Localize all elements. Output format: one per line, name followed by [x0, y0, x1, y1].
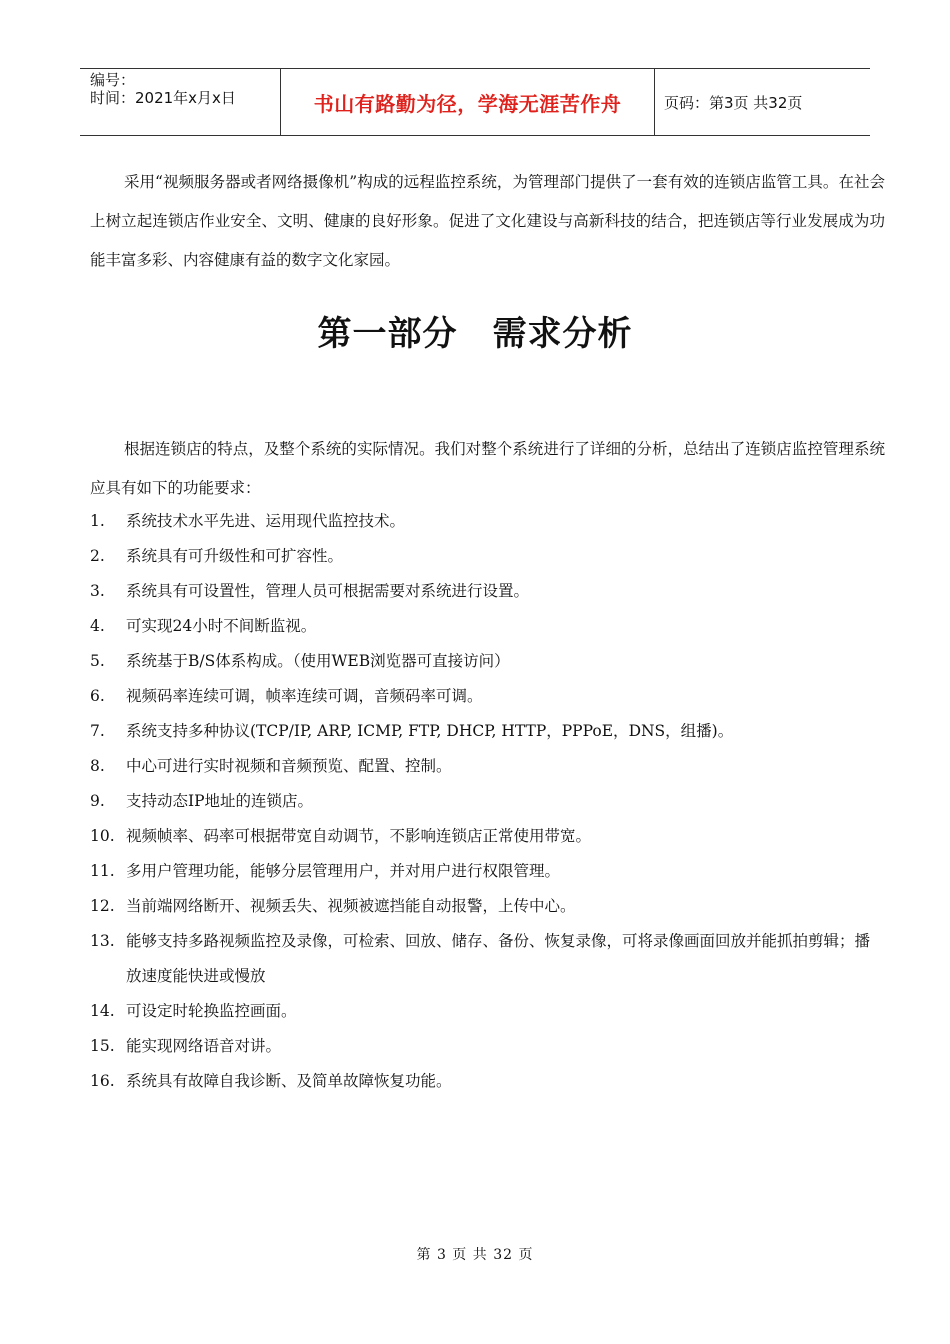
header-meta — [80, 69, 281, 135]
list-item-number: 8. — [90, 757, 105, 775]
document-date: 时间：2021年x月x日 — [90, 89, 236, 107]
list-item — [90, 889, 880, 924]
list-item-number: 10. — [90, 827, 115, 845]
list-item-text: 系统具有故障自我诊断、及简单故障恢复功能。 — [126, 1072, 452, 1090]
analysis-paragraph: 根据连锁店的特点，及整个系统的实际情况。我们对整个系统进行了详细的分析，总结出了连锁店监控管理系统应具有如下的功能要求： — [90, 440, 885, 497]
list-item-number: 11. — [90, 862, 115, 880]
page-footer: 第 3 页 共 32 页 — [416, 1247, 534, 1263]
intro-paragraph: 采用“视频服务器或者网络摄像机”构成的远程监控系统，为管理部门提供了一套有效的连锁店监管工具。在社会上树立起连锁店作业安全、文明、健康的良好形象。促进了文化建设与高新科技的结合，把连锁店等行业发展成为功能丰富多彩、内容健康有益的数字文化家园。 — [90, 173, 885, 269]
list-item — [90, 1029, 880, 1064]
list-item — [90, 609, 880, 644]
list-item — [90, 784, 880, 819]
section-title: 第一部分 需求分析 — [317, 314, 633, 354]
list-item-text: 视频码率连续可调，帧率连续可调，音频码率可调。 — [126, 687, 483, 705]
list-item-text: 视频帧率、码率可根据带宽自动调节，不影响连锁店正常使用带宽。 — [126, 827, 592, 845]
list-item-text: 系统技术水平先进、运用现代监控技术。 — [126, 512, 406, 530]
requirements-list — [90, 504, 880, 1099]
list-item-number: 6. — [90, 687, 105, 705]
list-item — [90, 924, 880, 994]
list-item-text: 中心可进行实时视频和音频预览、配置、控制。 — [126, 757, 452, 775]
list-item-number: 9. — [90, 792, 105, 810]
header-page-info: 页码：第3页 共32页 — [664, 93, 803, 112]
list-item-number: 4. — [90, 617, 105, 635]
list-item — [90, 644, 880, 679]
page-header — [80, 68, 870, 136]
list-item-text: 系统基于B/S体系构成。（使用WEB浏览器可直接访问） — [126, 652, 510, 670]
list-item-number: 7. — [90, 722, 105, 740]
list-item-text: 多用户管理功能，能够分层管理用户，并对用户进行权限管理。 — [126, 862, 561, 880]
list-item — [90, 1064, 880, 1099]
list-item-number: 15. — [90, 1037, 115, 1055]
list-item-text: 可实现24小时不间断监视。 — [126, 617, 317, 635]
list-item-number: 2. — [90, 547, 105, 565]
list-item — [90, 504, 880, 539]
list-item-number: 16. — [90, 1072, 115, 1090]
list-item-number: 3. — [90, 582, 105, 600]
list-item-number: 1. — [90, 512, 105, 530]
list-item-number: 13. — [90, 932, 115, 950]
list-item-text: 可设定时轮换监控画面。 — [126, 1002, 297, 1020]
document-number-label: 编号： — [90, 71, 136, 89]
list-item-text: 能实现网络语音对讲。 — [126, 1037, 282, 1055]
list-item-number: 12. — [90, 897, 115, 915]
list-item-text: 系统具有可设置性，管理人员可根据需要对系统进行设置。 — [126, 582, 530, 600]
list-item — [90, 819, 880, 854]
list-item-text: 支持动态IP地址的连锁店。 — [126, 792, 314, 810]
list-item-text: 能够支持多路视频监控及录像，可检索、回放、储存、备份、恢复录像，可将录像画面回放并能抓拍剪辑；播放速度能快进或慢放 — [126, 932, 871, 985]
list-item-text: 系统支持多种协议(TCP/IP, ARP, ICMP, FTP, DHCP, HTTP，PPPoE，DNS，组播)。 — [126, 722, 734, 740]
list-item-number: 5. — [90, 652, 105, 670]
list-item — [90, 714, 880, 749]
list-item — [90, 749, 880, 784]
list-item-text: 系统具有可升级性和可扩容性。 — [126, 547, 344, 565]
list-item — [90, 994, 880, 1029]
list-item-number: 14. — [90, 1002, 115, 1020]
list-item — [90, 854, 880, 889]
list-item-text: 当前端网络断开、视频丢失、视频被遮挡能自动报警，上传中心。 — [126, 897, 576, 915]
header-motto: 书山有路勤为径，学海无涯苦作舟 — [281, 69, 655, 135]
list-item — [90, 679, 880, 714]
list-item — [90, 574, 880, 609]
list-item — [90, 539, 880, 574]
